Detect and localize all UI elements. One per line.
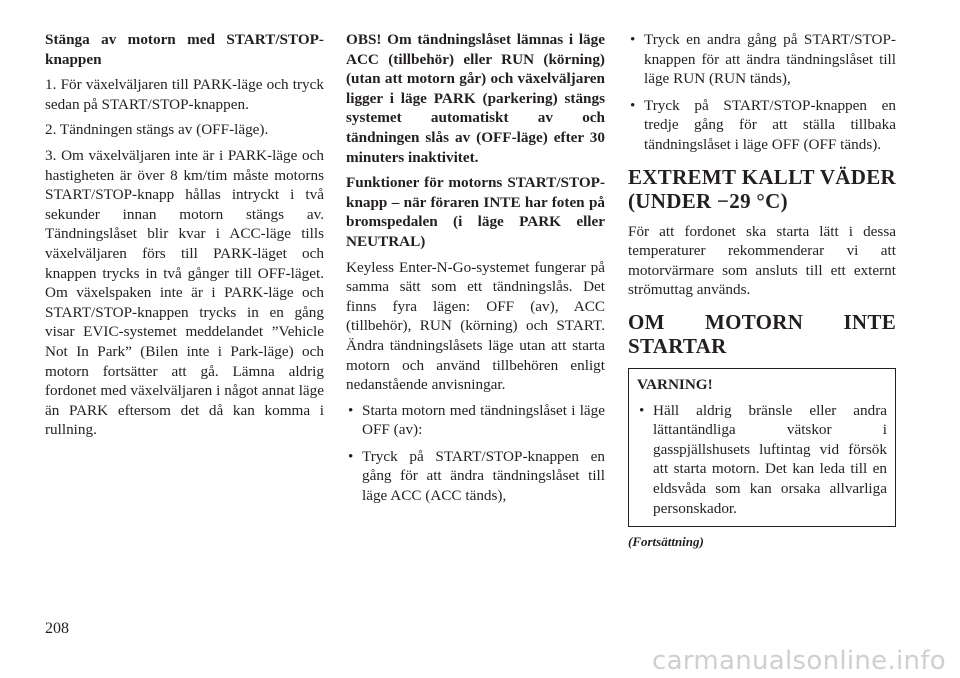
list-item: • Tryck på START/STOP-knappen en gång för att ändra tändningslåset till läge ACC (ACC tänds), bbox=[348, 447, 605, 505]
warning-box bbox=[628, 368, 896, 527]
section-heading-stop-engine: Stänga av motorn med START/STOP-knappen bbox=[45, 31, 324, 68]
step-3: 3. Om växelväljaren inte är i PARK-läge och hastigheten är över 8 km/tim måste motorns START/STOP-knapp hållas intryckt i två sekunder innan motorn stängs av. Tändningslåset blir kvar i ACC-läge tills växelväljaren förs till PARK-läget och knappen trycks in två gånger till OFF-läget. Om växelspaken inte är i PARK-läge och START/STOP-knappen trycks in en gång visar EVIC-systemet meddelandet ”Vehicle Not In Park” (Bilen inte i Park-läge) och motorn fortsätter att gå. Lämna aldrig fordonet med växelväljaren i något annat läge än PARK eftersom det då kan komma i rullning. bbox=[45, 146, 324, 439]
body-paragraph-cold: För att fordonet ska starta lätt i dessa temperaturer rekommenderar vi att motorvärmare som ansluts till ett externt strömuttag används. bbox=[628, 222, 896, 299]
list-item: • Starta motorn med tändningslåset i läge OFF (av): bbox=[348, 401, 605, 439]
watermark: carmanualsonline.info bbox=[651, 646, 946, 676]
continued-note: (Fortsättning) bbox=[628, 534, 704, 550]
bullet-icon: • bbox=[630, 31, 636, 48]
body-paragraph: Keyless Enter-N-Go-systemet fungerar på samma sätt som ett tändningslås. Det finns fyra lägen: OFF (av), ACC (tillbehör), RUN (körning) och START. Ändra tändningslåsets läge utan att starta motorn och använd tillbehören enligt nedanstående anvisningar. bbox=[346, 258, 605, 394]
list-item: • Tryck på START/STOP-knappen en tredje gång för att ställa tillbaka tändningslåset i läge OFF (OFF tänds). bbox=[630, 96, 896, 153]
section-heading-start-stop-functions: Funktioner för motorns START/STOP-knapp – när föraren INTE har foten på bromspedalen (i läge PARK eller NEUTRAL) bbox=[346, 174, 605, 250]
bullet-list bbox=[628, 30, 896, 155]
bullet-icon: • bbox=[348, 401, 354, 419]
right-column bbox=[628, 30, 896, 552]
step-1: 1. För växelväljaren till PARK-läge och tryck sedan på START/STOP-knappen. bbox=[45, 76, 324, 113]
list-item: • Tryck en andra gång på START/STOP-knappen för att ändra tändningslåset till läge RUN (RUN tänds), bbox=[630, 31, 896, 88]
bullet-icon: • bbox=[630, 96, 636, 114]
middle-column bbox=[346, 30, 605, 513]
page-number: 208 bbox=[45, 620, 69, 637]
bullet-list bbox=[346, 401, 605, 506]
bullet-icon: • bbox=[639, 401, 645, 419]
obs-note: OBS! Om tändningslåset lämnas i läge ACC (tillbehör) eller RUN (körning) (utan att motorn går) och växelväljaren ligger i läge PARK (parkering) stängs systemet automatiskt av och tändningen slås av (OFF-läge) efter 30 minuters inaktivitet. bbox=[346, 31, 605, 166]
heading-extreme-cold: EXTREMT KALLT VÄDER (UNDER −29 °C) bbox=[628, 164, 896, 213]
warning-title: VARNING! bbox=[637, 375, 713, 393]
warning-item: • Häll aldrig bränsle eller andra lättantändliga vätskor i gasspjällshusets luftintag vid försök att starta motorn. Det kan leda till en eldsvåda som kan orsaka allvarliga personskador. bbox=[639, 401, 887, 517]
bullet-icon: • bbox=[348, 447, 354, 465]
heading-engine-not-starting: OM MOTORN INTE STARTAR bbox=[628, 309, 896, 358]
left-column bbox=[45, 30, 324, 446]
step-2: 2. Tändningen stängs av (OFF-läge). bbox=[45, 121, 269, 139]
